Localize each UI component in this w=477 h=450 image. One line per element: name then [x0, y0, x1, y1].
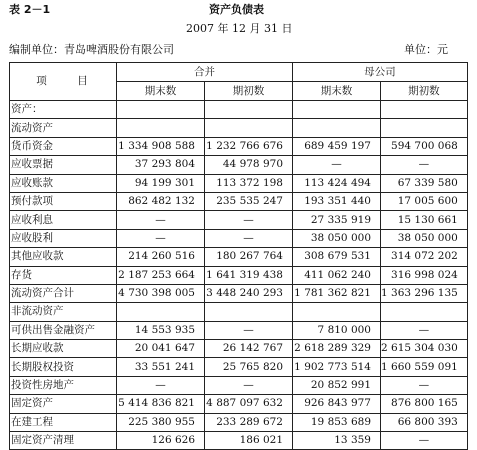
parent-period-end-cell: 926 843 977: [293, 395, 381, 413]
parent-period-start-cell: —: [381, 432, 468, 450]
parent-period-start-cell: [381, 303, 468, 321]
parent-period-start-cell: 1 363 296 135: [381, 284, 468, 302]
consolidated-period-start-cell: 180 267 764: [205, 248, 293, 266]
parent-period-start-cell: 17 005 600: [381, 192, 468, 210]
parent-period-start-cell: 316 998 024: [381, 266, 468, 284]
table-row: [10, 358, 468, 376]
consolidated-period-end-cell: [117, 101, 205, 119]
table-row: [10, 248, 468, 266]
report-title: 资产负债表: [209, 3, 264, 16]
consolidated-period-start-header: 期初数: [205, 82, 293, 101]
consolidated-period-end-cell: 126 626: [117, 432, 205, 450]
row-label: 流动资产: [10, 119, 117, 137]
parent-period-start-cell: [381, 119, 468, 137]
parent-period-start-cell: 66 800 393: [381, 413, 468, 431]
table-row: [10, 376, 468, 394]
consolidated-period-end-header: 期末数: [117, 82, 205, 101]
table-row: [10, 211, 468, 229]
parent-period-end-cell: 19 853 689: [293, 413, 381, 431]
parent-period-end-cell: 193 351 440: [293, 192, 381, 210]
item-column-header: 项 目: [10, 63, 117, 101]
parent-period-end-cell: —: [293, 156, 381, 174]
parent-period-end-cell: 20 852 991: [293, 376, 381, 394]
consolidated-period-end-cell: 33 551 241: [117, 358, 205, 376]
table-row: [10, 229, 468, 247]
row-label: 投资性房地产: [10, 376, 117, 394]
consolidated-period-end-cell: —: [117, 211, 205, 229]
consolidated-period-start-cell: 1 232 766 676: [205, 137, 293, 155]
parent-period-start-cell: 314 072 202: [381, 248, 468, 266]
row-label: 应收利息: [10, 211, 117, 229]
parent-period-end-cell: 38 050 000: [293, 229, 381, 247]
parent-period-start-cell: —: [381, 321, 468, 339]
table-row: [10, 192, 468, 210]
parent-period-end-cell: 1 902 773 514: [293, 358, 381, 376]
consolidated-period-end-cell: 94 199 301: [117, 174, 205, 192]
parent-period-start-cell: 876 800 165: [381, 395, 468, 413]
parent-period-end-cell: [293, 303, 381, 321]
row-label: 预付款项: [10, 192, 117, 210]
consolidated-period-start-cell: —: [205, 376, 293, 394]
row-label: 应收票据: [10, 156, 117, 174]
table-row: [10, 119, 468, 137]
header-row-group: [10, 63, 468, 82]
table-row: [10, 101, 468, 119]
parent-period-start-cell: 15 130 661: [381, 211, 468, 229]
consolidated-period-start-cell: 235 535 247: [205, 192, 293, 210]
parent-period-start-cell: [381, 101, 468, 119]
consolidated-period-start-cell: 26 142 767: [205, 340, 293, 358]
parent-period-end-cell: 13 359: [293, 432, 381, 450]
consolidated-period-end-cell: 20 041 647: [117, 340, 205, 358]
consolidated-period-end-cell: —: [117, 229, 205, 247]
preparing-entity: 编制单位：青岛啤酒股份有限公司: [9, 43, 174, 56]
table-row: [10, 413, 468, 431]
row-label: 流动资产合计: [10, 284, 117, 302]
parent-period-end-header: 期末数: [293, 82, 381, 101]
parent-period-end-cell: 2 618 289 329: [293, 340, 381, 358]
consolidated-period-start-cell: 186 021: [205, 432, 293, 450]
consolidated-period-start-cell: 4 887 097 632: [205, 395, 293, 413]
consolidated-period-end-cell: 2 187 253 664: [117, 266, 205, 284]
consolidated-period-start-cell: [205, 119, 293, 137]
row-label: 在建工程: [10, 413, 117, 431]
row-label: 固定资产: [10, 395, 117, 413]
parent-period-start-cell: —: [381, 376, 468, 394]
row-label: 存货: [10, 266, 117, 284]
table-row: [10, 174, 468, 192]
consolidated-period-end-cell: 862 482 132: [117, 192, 205, 210]
row-label: 长期应收款: [10, 340, 117, 358]
consolidated-period-start-cell: 3 448 240 293: [205, 284, 293, 302]
row-label: 长期股权投资: [10, 358, 117, 376]
consolidated-period-end-cell: 37 293 804: [117, 156, 205, 174]
parent-period-end-cell: 308 679 531: [293, 248, 381, 266]
consolidated-period-end-cell: [117, 119, 205, 137]
row-label: 可供出售金融资产: [10, 321, 117, 339]
report-date: 2007 年 12 月 31 日: [186, 22, 293, 35]
parent-period-start-cell: 594 700 068: [381, 137, 468, 155]
table-row: [10, 395, 468, 413]
consolidated-period-end-cell: 4 730 398 005: [117, 284, 205, 302]
parent-period-end-cell: 1 781 362 821: [293, 284, 381, 302]
parent-period-end-cell: [293, 101, 381, 119]
table-number: 表 2－1: [9, 3, 51, 16]
consolidated-period-end-cell: 214 260 516: [117, 248, 205, 266]
consolidated-header: 合并: [117, 63, 293, 82]
parent-period-end-cell: 411 062 240: [293, 266, 381, 284]
row-label: 其他应收款: [10, 248, 117, 266]
currency-unit: 单位：元: [404, 43, 448, 56]
parent-period-start-cell: 1 660 559 091: [381, 358, 468, 376]
consolidated-period-start-cell: 25 765 820: [205, 358, 293, 376]
table-row: [10, 303, 468, 321]
consolidated-period-start-cell: 1 641 319 438: [205, 266, 293, 284]
table-row: [10, 266, 468, 284]
row-label: 应收账款: [10, 174, 117, 192]
parent-period-end-cell: 689 459 197: [293, 137, 381, 155]
parent-period-start-cell: 2 615 304 030: [381, 340, 468, 358]
row-label: 资产：: [10, 101, 117, 119]
table-row: [10, 321, 468, 339]
consolidated-period-end-cell: 5 414 836 821: [117, 395, 205, 413]
consolidated-period-start-cell: —: [205, 321, 293, 339]
consolidated-period-start-cell: [205, 303, 293, 321]
balance-sheet-table: [9, 62, 468, 450]
parent-period-start-header: 期初数: [381, 82, 468, 101]
consolidated-period-end-cell: —: [117, 376, 205, 394]
parent-period-start-cell: 38 050 000: [381, 229, 468, 247]
parent-period-end-cell: [293, 119, 381, 137]
consolidated-period-start-cell: —: [205, 229, 293, 247]
parent-period-end-cell: 7 810 000: [293, 321, 381, 339]
table-row: [10, 156, 468, 174]
parent-period-start-cell: 67 339 580: [381, 174, 468, 192]
parent-period-end-cell: 27 335 919: [293, 211, 381, 229]
consolidated-period-end-cell: 225 380 955: [117, 413, 205, 431]
parent-company-header: 母公司: [293, 63, 468, 82]
row-label: 固定资产清理: [10, 432, 117, 450]
table-row: [10, 284, 468, 302]
consolidated-period-start-cell: —: [205, 211, 293, 229]
consolidated-period-start-cell: 44 978 970: [205, 156, 293, 174]
table-row: [10, 137, 468, 155]
consolidated-period-start-cell: [205, 101, 293, 119]
consolidated-period-start-cell: 113 372 198: [205, 174, 293, 192]
row-label: 非流动资产: [10, 303, 117, 321]
consolidated-period-end-cell: [117, 303, 205, 321]
parent-period-end-cell: 113 424 494: [293, 174, 381, 192]
row-label: 应收股利: [10, 229, 117, 247]
table-row: [10, 340, 468, 358]
consolidated-period-end-cell: 14 553 935: [117, 321, 205, 339]
row-label: 货币资金: [10, 137, 117, 155]
parent-period-start-cell: —: [381, 156, 468, 174]
consolidated-period-start-cell: 233 289 672: [205, 413, 293, 431]
consolidated-period-end-cell: 1 334 908 588: [117, 137, 205, 155]
